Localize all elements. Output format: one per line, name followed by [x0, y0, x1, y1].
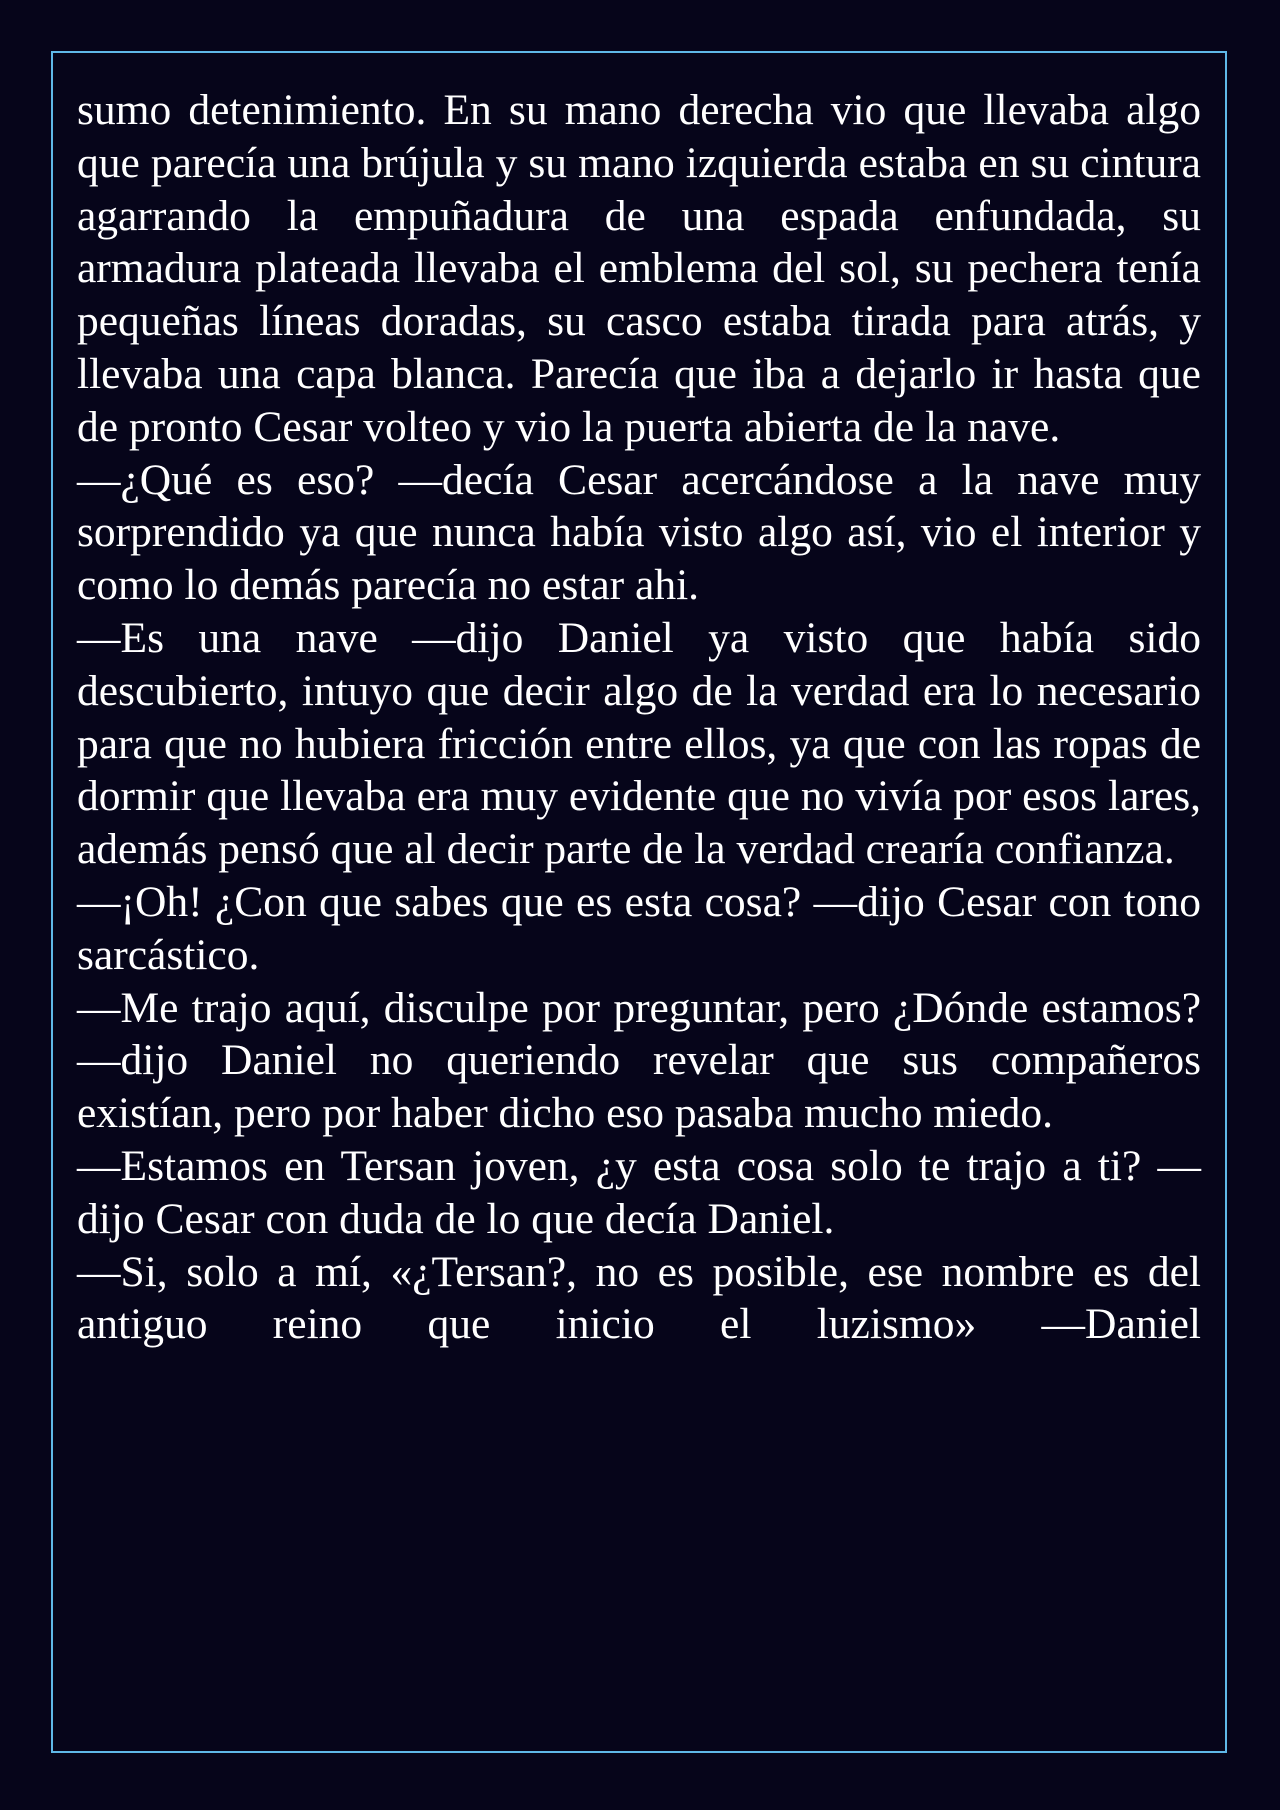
- paragraph-1: sumo detenimiento. En su mano derecha vio que llevaba algo que parecía una brújula y su mano izquierda estaba en su cintura agarrando la empuñadura de una espada enfundada, su armadura plateada llevaba el emblema del sol, su pechera tenía pequeñas líneas doradas, su casco estaba tirada para atrás, y llevaba una capa blanca. Parecía que iba a dejarlo ir hasta que de pronto Cesar volteo y vio la puerta abierta de la nave.: [77, 86, 1201, 451]
- paragraph-6: —Estamos en Tersan joven, ¿y esta cosa solo te trajo a ti? —dijo Cesar con duda de lo que decía Daniel.: [77, 1141, 1201, 1243]
- body-text: [77, 84, 1201, 1351]
- paragraph-2: —¿Qué es eso? —decía Cesar acercándose a la nave muy sorprendido ya que nunca había visto algo así, vio el interior y como lo demás parecía no estar ahi.: [77, 455, 1201, 610]
- paragraph-5: —Me trajo aquí, disculpe por preguntar, pero ¿Dónde estamos? —dijo Daniel no queriendo revelar que sus compañeros existían, pero por haber dicho eso pasaba mucho miedo.: [77, 983, 1201, 1138]
- paragraph-7: —Si, solo a mí, «¿Tersan?, no es posible, ese nombre es del antiguo reino que inicio el luzismo» —Daniel: [77, 1247, 1201, 1349]
- paragraph-3: —Es una nave —dijo Daniel ya visto que había sido descubierto, intuyo que decir algo de la verdad era lo necesario para que no hubiera fricción entre ellos, ya que con las ropas de dormir que llevaba era muy evidente que no vivía por esos lares, además pensó que al decir parte de la verdad crearía confianza.: [77, 613, 1201, 874]
- paragraph-4: —¡Oh! ¿Con que sabes que es esta cosa? —dijo Cesar con tono sarcástico.: [77, 877, 1201, 979]
